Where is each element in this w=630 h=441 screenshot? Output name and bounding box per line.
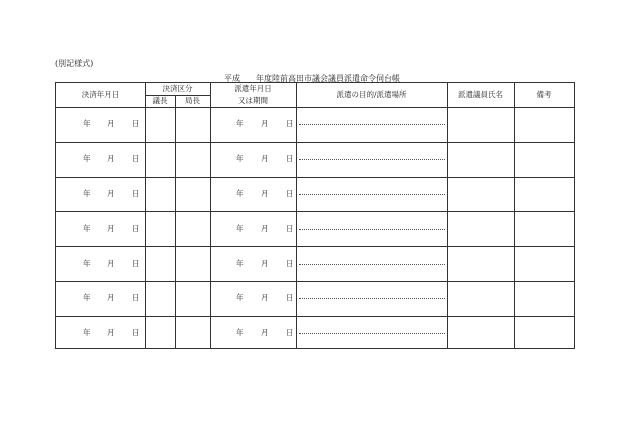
- col-divider: [514, 83, 515, 348]
- dispatch-register-table: [55, 82, 575, 349]
- decision-day-label: 日: [132, 119, 140, 129]
- purpose-dotted-line: [299, 298, 445, 299]
- dispatch-day-label: 日: [286, 293, 294, 303]
- dispatch-month-label: 月: [261, 293, 269, 303]
- dispatch-year-label: 年: [236, 189, 244, 198]
- decision-month-label: 月: [107, 223, 115, 233]
- decision-day-label: 日: [132, 258, 140, 268]
- decision-month-label: 月: [107, 189, 115, 198]
- header-chairman: 議長: [152, 96, 168, 105]
- dispatch-month-label: 月: [261, 154, 269, 164]
- dispatch-year-label: 年: [236, 328, 244, 338]
- row-divider: [56, 246, 574, 247]
- decision-year-label: 年: [83, 328, 91, 338]
- decision-month-label: 月: [107, 119, 115, 129]
- header-purpose-place: 派遣の目的/派遣場所: [336, 90, 407, 99]
- decision-month-label: 月: [107, 293, 115, 303]
- decision-year-label: 年: [83, 189, 91, 198]
- purpose-dotted-line: [299, 159, 445, 160]
- dispatch-month-label: 月: [261, 258, 269, 268]
- dispatch-month-label: 月: [261, 328, 269, 338]
- row-divider: [56, 177, 574, 178]
- dispatch-day-label: 日: [286, 189, 294, 198]
- purpose-dotted-line: [299, 194, 445, 195]
- purpose-dotted-line: [299, 124, 445, 125]
- col-divider: [296, 83, 297, 348]
- page-title: 平成 年度陸前高田市議会議員派遣命令伺台帳: [224, 74, 400, 83]
- decision-day-label: 日: [132, 293, 140, 303]
- form-label: (別記様式): [55, 59, 94, 68]
- col-divider: [175, 96, 176, 348]
- decision-day-label: 日: [132, 328, 140, 338]
- dispatch-year-label: 年: [236, 293, 244, 303]
- header-remarks: 備考: [536, 90, 552, 99]
- dispatch-year-label: 年: [236, 258, 244, 268]
- col-divider: [447, 83, 448, 348]
- row-divider: [56, 107, 574, 108]
- row-divider: [56, 211, 574, 212]
- header-decision-date: 決済年月日: [81, 90, 120, 99]
- header-dispatch-date: 派遣年月日: [234, 84, 272, 93]
- dispatch-day-label: 日: [286, 258, 294, 268]
- header-director: 局長: [185, 96, 200, 105]
- dispatch-month-label: 月: [261, 223, 269, 233]
- row-divider: [56, 281, 574, 282]
- decision-year-label: 年: [83, 119, 91, 129]
- decision-year-label: 年: [83, 154, 91, 164]
- dispatch-day-label: 日: [286, 154, 294, 164]
- dispatch-year-label: 年: [236, 223, 244, 233]
- decision-year-label: 年: [83, 223, 91, 233]
- row-divider: [56, 316, 574, 317]
- header-dispatch-period: 又は期間: [238, 96, 268, 105]
- decision-month-label: 月: [107, 258, 115, 268]
- purpose-dotted-line: [299, 333, 445, 334]
- dispatch-year-label: 年: [236, 119, 244, 129]
- decision-day-label: 日: [132, 189, 140, 198]
- dispatch-year-label: 年: [236, 154, 244, 164]
- dispatch-month-label: 月: [261, 119, 269, 129]
- dispatch-day-label: 日: [286, 328, 294, 338]
- purpose-dotted-line: [299, 229, 445, 230]
- decision-month-label: 月: [107, 154, 115, 164]
- dispatch-day-label: 日: [286, 223, 294, 233]
- row-divider: [56, 142, 574, 143]
- decision-month-label: 月: [107, 328, 115, 338]
- decision-day-label: 日: [132, 154, 140, 164]
- decision-year-label: 年: [83, 258, 91, 268]
- decision-day-label: 日: [132, 223, 140, 233]
- header-member-name: 派遣議員氏名: [458, 90, 503, 99]
- dispatch-day-label: 日: [286, 119, 294, 129]
- decision-year-label: 年: [83, 293, 91, 303]
- col-divider: [145, 83, 146, 348]
- header-decision-type: 決済区分: [162, 84, 193, 93]
- dispatch-month-label: 月: [261, 189, 269, 198]
- purpose-dotted-line: [299, 264, 445, 265]
- col-divider: [210, 83, 211, 348]
